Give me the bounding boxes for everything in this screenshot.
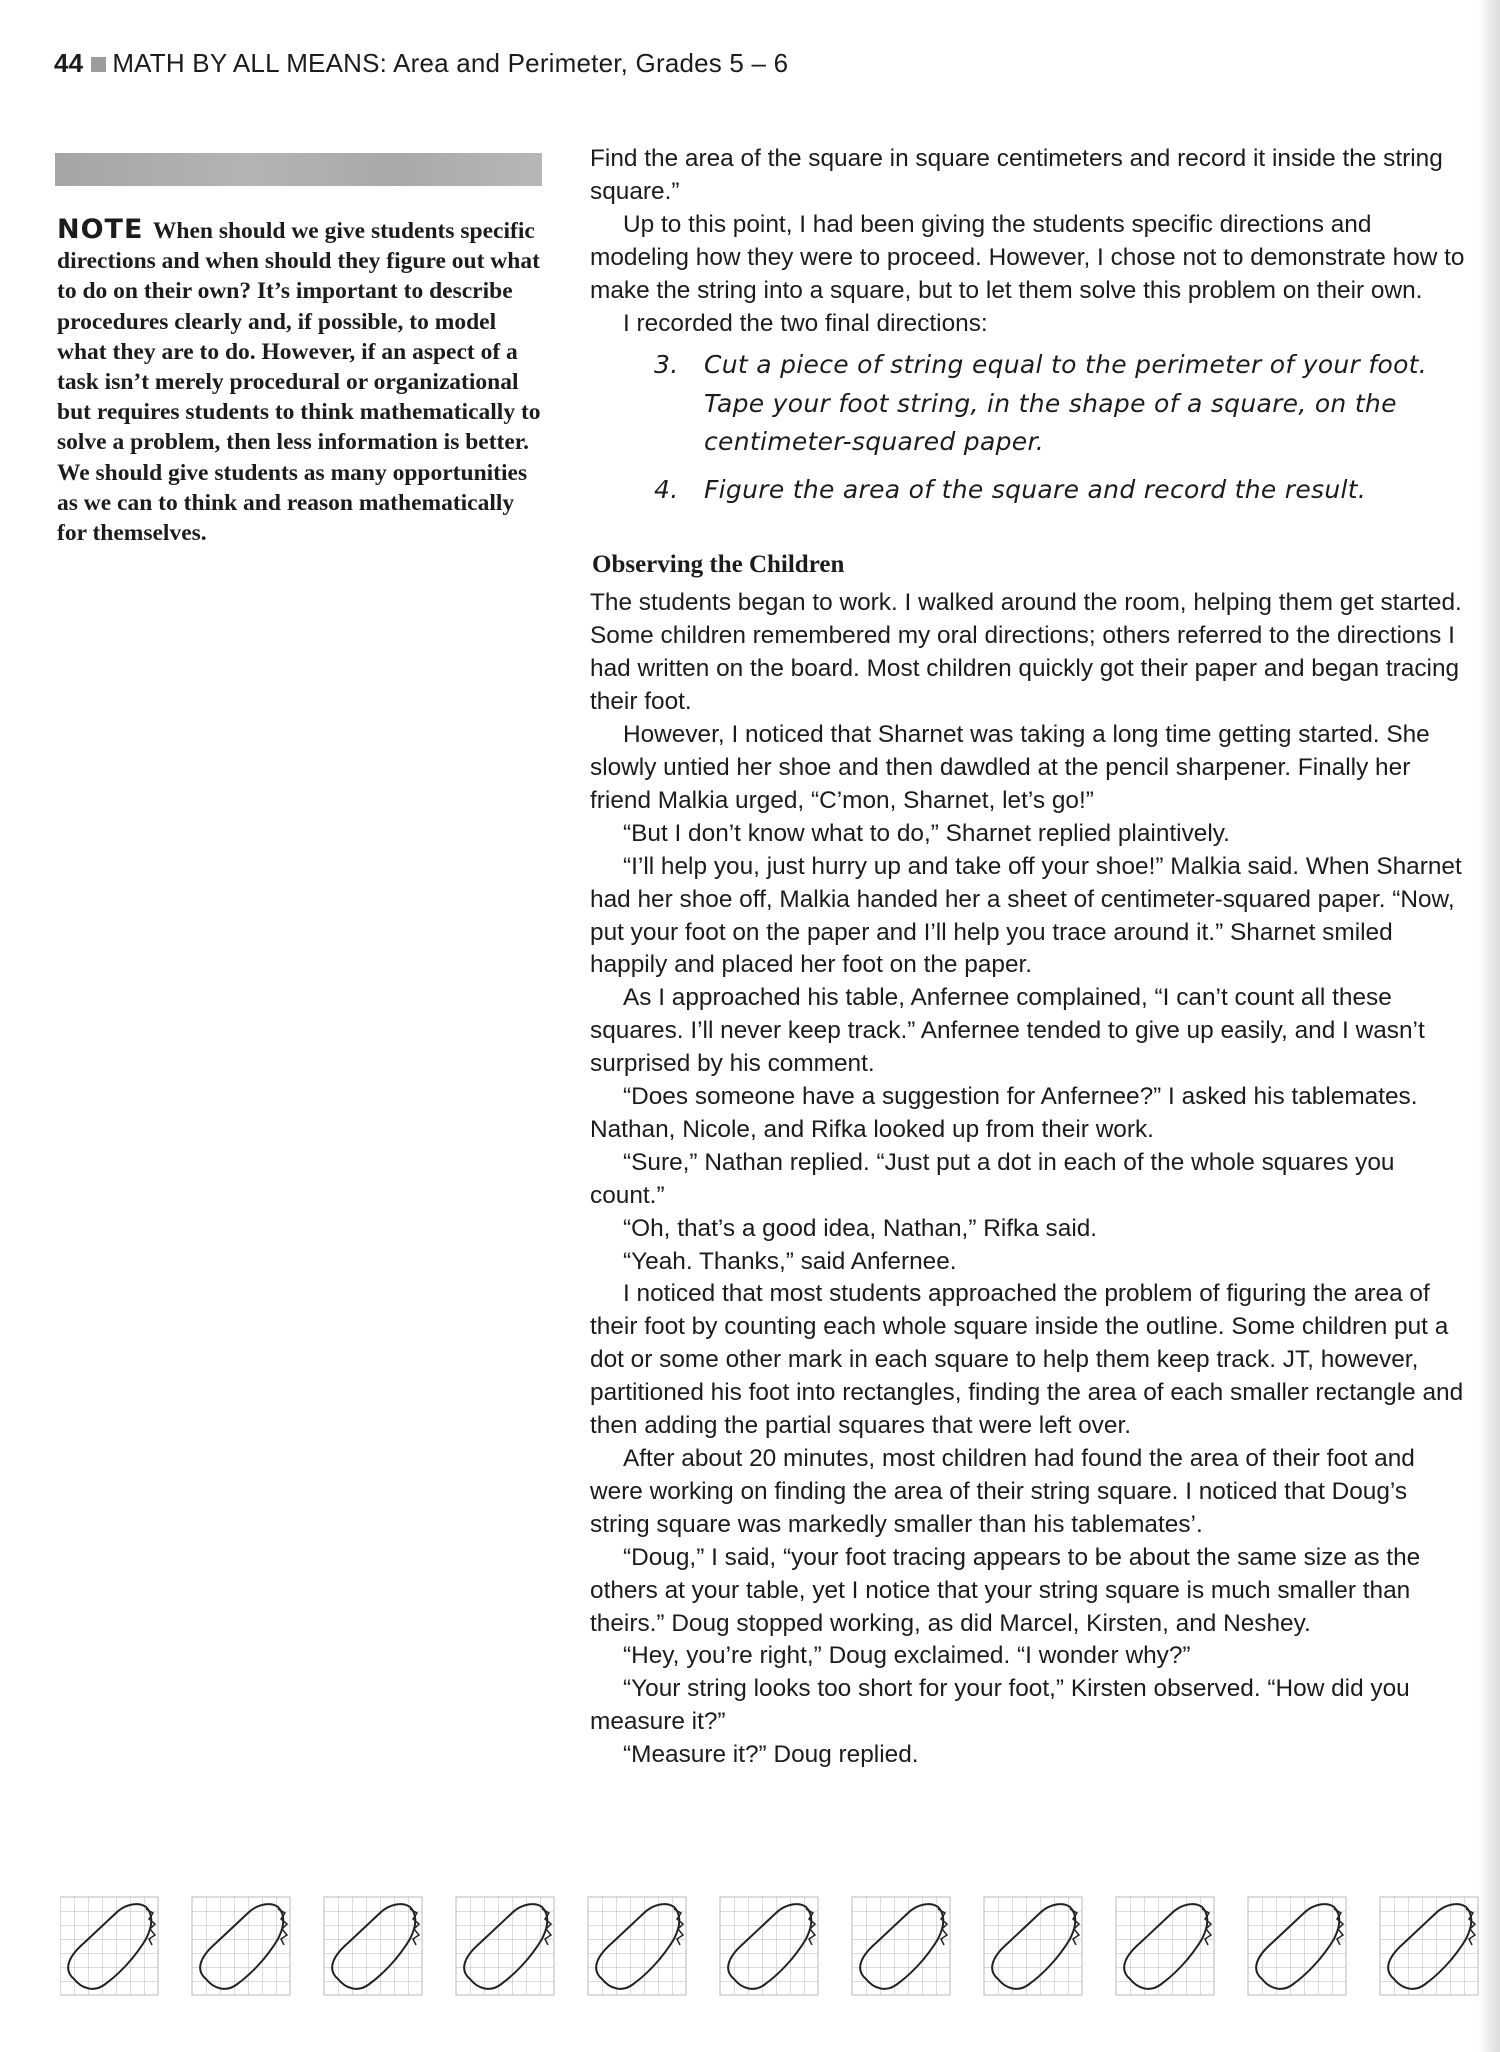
note-keyword: NOTE (57, 214, 144, 245)
foot-on-grid-icon (1380, 1897, 1478, 1995)
direction-number: 3. (654, 350, 679, 380)
foot-on-grid-icon (324, 1897, 422, 1995)
paragraph: “But I don’t know what to do,” Sharnet replied plaintively. (623, 819, 1230, 847)
foot-on-grid-icon (720, 1897, 818, 1995)
running-title: MATH BY ALL MEANS: Area and Perimeter, Grades 5 – 6 (112, 48, 789, 78)
foot-on-grid-icon (192, 1897, 290, 1995)
paragraph: Find the area of the square in square centimeters and record it inside the string square.” (590, 145, 1443, 205)
footprint-strip (60, 1893, 1500, 2003)
foot-on-grid-icon (852, 1897, 950, 1995)
paragraph: After about 20 minutes, most children had found the area of their foot and were working on finding the area of their string square. I noticed that Doug’s string square was markedly smaller than his tablemates’. (590, 1445, 1415, 1538)
note-shaded-bar (55, 153, 542, 186)
direction-item (654, 471, 1470, 510)
header-square-icon (91, 57, 106, 72)
paragraph: Up to this point, I had been giving the students specific directions and modeling how they were to proceed. However, I chose not to demonstrate how to make the string into a square, but to let them solve this problem on their own. (590, 210, 1465, 304)
paragraph: “Yeah. Thanks,” said Anfernee. (623, 1247, 957, 1275)
paragraph: I noticed that most students approached the problem of figuring the area of their foot by counting each whole square inside the outline. Some children put a dot or some other mark in each square to help them keep track. JT, however, partitioned his foot into rectangles, finding the area of each smaller rectangle and then adding the partial squares that were left over. (590, 1280, 1464, 1440)
paragraph: However, I noticed that Sharnet was taking a long time getting started. She slowly untied her shoe and then dawdled at the pencil sharpener. Finally her friend Malkia urged, “C’mon, Sharnet, let’s go!” (590, 721, 1430, 814)
paragraph: “Does someone have a suggestion for Anfernee?” I asked his tablemates. Nathan, Nicole, and Rifka looked up from their work. (590, 1083, 1418, 1143)
paragraph: “Measure it?” Doug replied. (623, 1741, 919, 1769)
paragraph: I recorded the two final directions: (623, 309, 988, 337)
page-edge-shadow (1478, 0, 1500, 2052)
paragraph: “Hey, you’re right,” Doug exclaimed. “I wonder why?” (623, 1642, 1191, 1670)
foot-on-grid-icon (456, 1897, 554, 1995)
foot-on-grid-icon (60, 1897, 158, 1995)
page-number: 44 (54, 48, 84, 78)
main-column (590, 143, 1470, 1772)
paragraph: “Sure,” Nathan replied. “Just put a dot in each of the whole squares you count.” (590, 1148, 1395, 1209)
foot-on-grid-icon (984, 1897, 1082, 1995)
paragraph: As I approached his table, Anfernee complained, “I can’t count all these squares. I’ll never keep track.” Anfernee tended to give up easily, and I wasn’t surprised by his comment. (590, 984, 1425, 1078)
paragraph: “I’ll help you, just hurry up and take off your shoe!” Malkia said. When Sharnet had her shoe off, Malkia handed her a sheet of centimeter-squared paper. “Now, put your foot on the paper and I’ll help you trace around it.” Sharnet smiled happily and placed her foot on the paper. (590, 852, 1462, 979)
paragraph: The students began to work. I walked around the room, helping them get started. Some children remembered my oral directions; others referred to the directions I had written on the board. Most children quickly got their paper and began tracing their foot. (590, 589, 1462, 716)
section-heading: Observing the Children (592, 551, 845, 579)
paragraph: “Oh, that’s a good idea, Nathan,” Rifka said. (623, 1214, 1098, 1242)
running-head (54, 48, 788, 79)
direction-text: Cut a piece of string equal to the perimeter of your foot. Tape your foot string, in the shape of a square, on the centimeter-squared paper. (704, 350, 1428, 457)
direction-item (654, 346, 1470, 462)
foot-on-grid-icon (588, 1897, 686, 1995)
directions-list (654, 346, 1470, 509)
note-text: When should we give students specific directions and when should they figure out what to do on their own? It’s important to describe procedures clearly and, if possible, to model what they are to do. However, if an aspect of a task isn’t merely procedural or organizational but requires students to think mathematically to solve a problem, then less information is better. We should give students as many opportunities as we can to think and reason mathematically for themselves. (57, 218, 541, 547)
direction-number: 4. (654, 474, 679, 504)
paragraph: “Doug,” I said, “your foot tracing appears to be about the same size as the others at your table, yet I notice that your string square is much smaller than theirs.” Doug stopped working, as did Marcel, Kirsten, and Neshey. (590, 1543, 1421, 1637)
margin-note (57, 215, 547, 548)
foot-on-grid-icon (1248, 1897, 1346, 1995)
foot-on-grid-icon (1116, 1897, 1214, 1995)
direction-text: Figure the area of the square and record the result. (704, 474, 1367, 504)
paragraph: “Your string looks too short for your foot,” Kirsten observed. “How did you measure it?” (590, 1675, 1410, 1736)
